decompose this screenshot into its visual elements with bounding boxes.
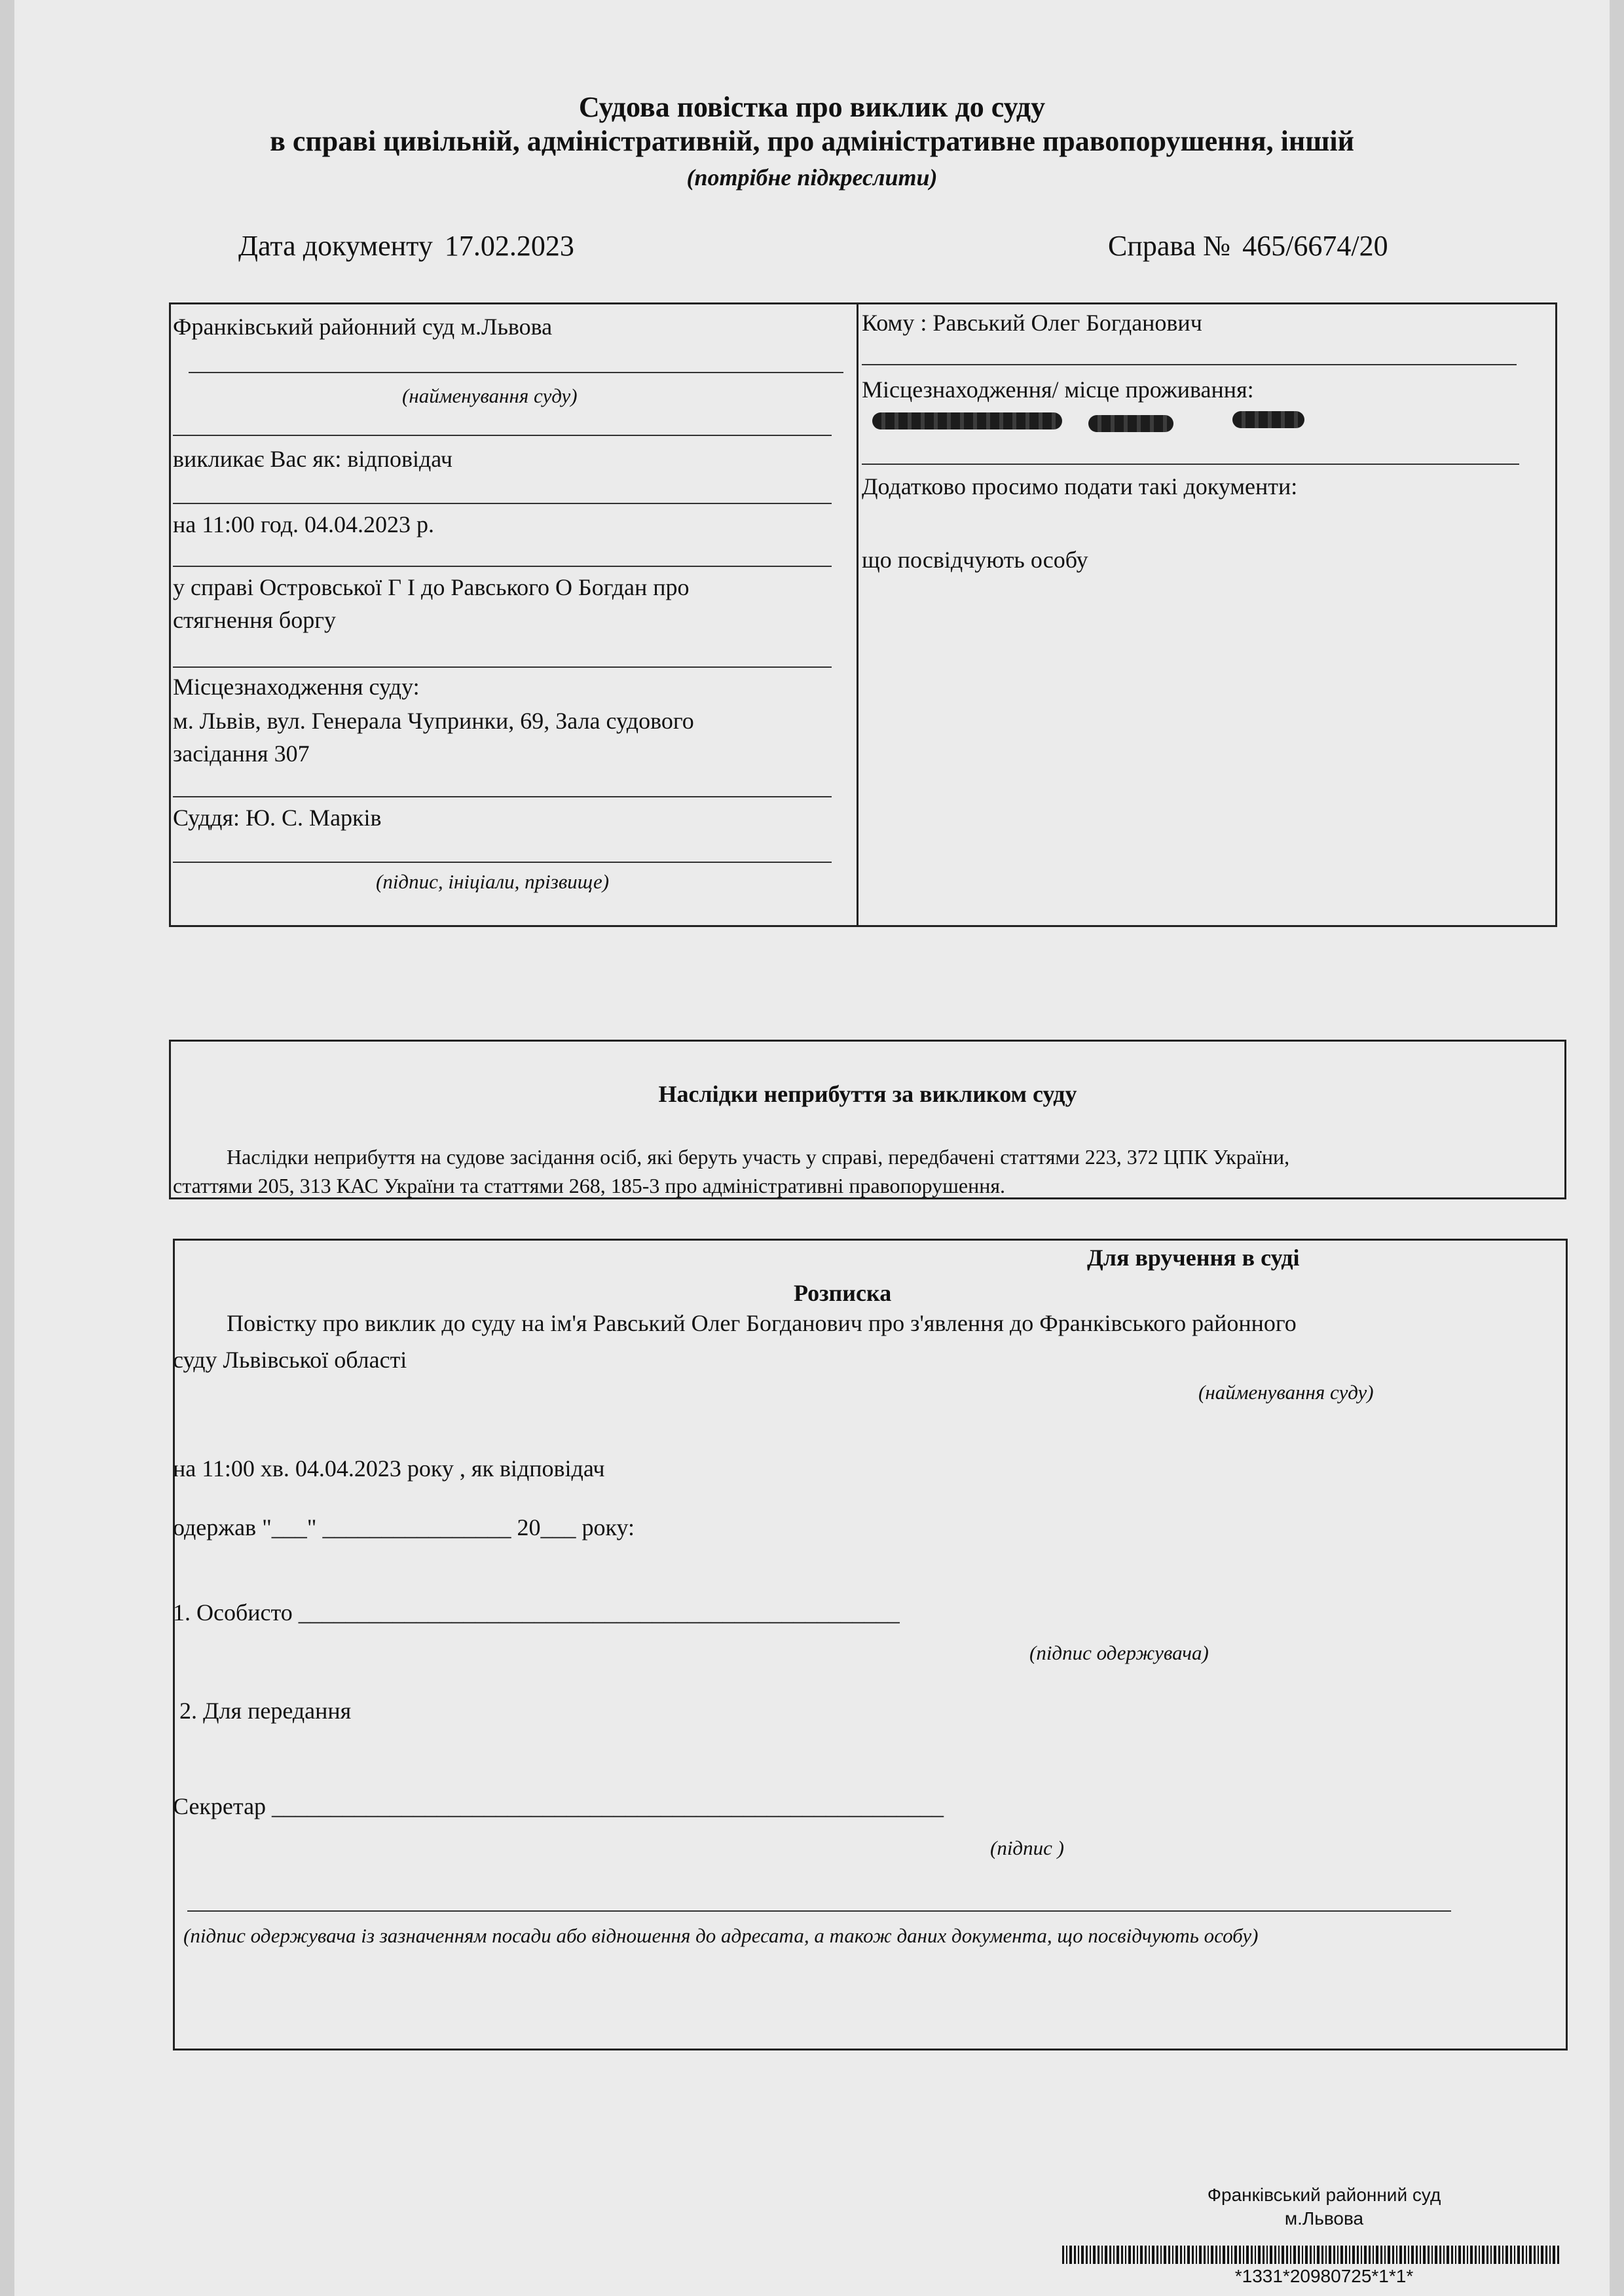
- title-note: (потрібне підкреслити): [686, 164, 938, 191]
- consequences-title: Наслідки неприбуття за викликом суду: [658, 1081, 1077, 1107]
- personal-signature: 1. Особисто ___________________________________________________: [173, 1599, 900, 1626]
- barcode: [1062, 2246, 1560, 2264]
- divider: [173, 435, 832, 436]
- summons-role: викликає Вас як: відповідач: [173, 446, 452, 472]
- recipient: Кому : Равський Олег Богданович: [862, 310, 1202, 336]
- court-location-line2: засідання 307: [173, 740, 310, 767]
- divider: [173, 666, 832, 668]
- redacted-address: [872, 412, 1062, 429]
- barcode-text: *1331*20980725*1*1*: [1234, 2266, 1414, 2286]
- transfer-label: 2. Для передання: [179, 1698, 352, 1724]
- hearing-time: на 11:00 год. 04.04.2023 р.: [173, 511, 435, 538]
- date-label: Дата документу: [238, 230, 433, 262]
- divider: [173, 862, 832, 863]
- address-label: Місцезнаходження/ місце проживання:: [862, 376, 1254, 403]
- signature-line: [187, 1910, 1451, 1912]
- court-location-label: Місцезнаходження суду:: [173, 674, 420, 700]
- column-divider: [857, 302, 858, 927]
- redacted-address: [1088, 415, 1173, 432]
- case-number: [1108, 229, 1388, 263]
- divider: [173, 503, 832, 504]
- consequences-text-line1: Наслідки неприбуття на судове засідання осіб, які беруть участь у справі, передбачені статтями 223, 372 ЦПК України,: [227, 1145, 1290, 1169]
- receipt-line2: суду Львівської області: [173, 1347, 407, 1373]
- document-subtitle: в справі цивільній, адміністративній, про адміністративне правопорушення, іншій: [270, 125, 1354, 157]
- court-use-label: Для вручення в суді: [1087, 1245, 1300, 1271]
- court-name: Франківський районний суд м.Львова: [173, 314, 553, 340]
- divider: [173, 566, 832, 567]
- case-value: 465/6674/20: [1242, 230, 1388, 262]
- court-name-caption: (найменування суду): [402, 384, 578, 407]
- documents-value: що посвідчують особу: [862, 547, 1088, 573]
- consequences-text-line2: статтями 205, 313 КАС України та статтями 268, 185-3 про адміністративні правопорушення.: [173, 1174, 1006, 1197]
- receipt-court-caption: (найменування суду): [1198, 1381, 1374, 1404]
- date-value: 17.02.2023: [444, 230, 574, 262]
- redacted-address: [1232, 411, 1304, 428]
- receipt-title: Розписка: [794, 1280, 892, 1306]
- receipt-time: на 11:00 хв. 04.04.2023 року , як відповідач: [173, 1455, 605, 1482]
- case-description-line2: стягнення боргу: [173, 607, 336, 633]
- judge-name: Суддя: Ю. С. Марків: [173, 805, 382, 831]
- secretary-signature: Секретар _________________________________________________________: [173, 1793, 944, 1819]
- receipt-line1: Повістку про виклик до суду на ім'я Равський Олег Богданович про з'явлення до Франківського районного: [227, 1310, 1297, 1336]
- footer-court-line1: Франківський районний суд: [1207, 2185, 1441, 2205]
- case-description-line1: у справі Островської Г І до Равського О Богдан про: [173, 574, 690, 600]
- judge-caption: (підпис, ініціали, прізвище): [376, 870, 610, 893]
- document-title: Судова повістка про виклик до суду: [578, 91, 1046, 123]
- personal-signature-caption: (підпис одержувача): [1029, 1641, 1209, 1664]
- footer-court-line2: м.Львова: [1284, 2208, 1364, 2229]
- divider: [862, 464, 1519, 465]
- summons-page: [14, 0, 1610, 2296]
- secretary-signature-caption: (підпис ): [990, 1836, 1064, 1859]
- divider: [173, 796, 832, 797]
- court-name-line: [189, 372, 843, 373]
- received-date: одержав "___" ________________ 20___ року:: [173, 1514, 635, 1540]
- document-date: [238, 229, 574, 263]
- bottom-signature-caption: (підпис одержувача із зазначенням посади або відношення до адресата, а також даних документа, що посвідчують особу): [183, 1924, 1259, 1947]
- court-location-line1: м. Львів, вул. Генерала Чупринки, 69, Зала судового: [173, 708, 694, 734]
- documents-label: Додатково просимо подати такі документи:: [862, 473, 1298, 500]
- case-label: Справа №: [1108, 230, 1231, 262]
- divider: [862, 364, 1517, 365]
